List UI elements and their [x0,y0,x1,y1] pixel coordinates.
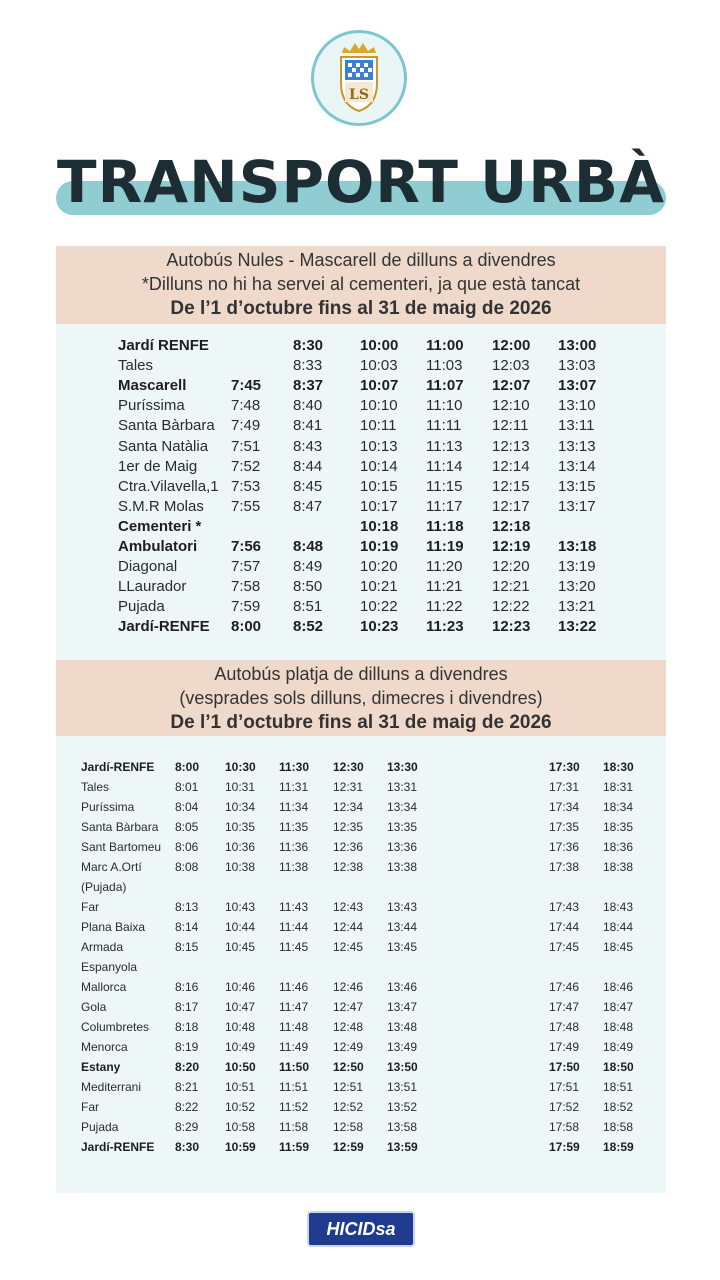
departure-time: 12:48 [333,1020,364,1034]
departure-time: 12:44 [333,920,364,934]
company-logo: HICIDsa [307,1211,415,1247]
stop-name: Diagonal [118,558,178,576]
departure-time: 10:46 [225,980,256,994]
departure-time: 17:43 [549,900,580,914]
departure-time: 11:00 [426,337,464,354]
departure-time: 10:43 [225,900,256,914]
stop-name: Mascarell [118,377,187,395]
departure-time: 8:44 [293,457,323,475]
departure-time: 17:52 [549,1100,580,1114]
departure-time: 10:30 [225,760,256,774]
stop-name: Jardí-RENFE [118,618,210,636]
departure-time: 11:38 [279,860,309,874]
stop-name: Espanyola [81,960,138,974]
stop-name: Ambulatori [118,538,198,555]
departure-time: 11:15 [426,477,463,495]
stop-name: Tales [81,780,110,794]
departure-time: 10:45 [225,940,256,954]
stop-name: 1er de Maig [118,457,198,475]
stop-name: Gola [81,1000,107,1014]
section1-route: Autobús Nules - Mascarell de dilluns a divendres [166,250,556,270]
departure-time: 17:48 [549,1020,580,1034]
departure-time: 7:59 [231,598,261,616]
departure-time: 13:21 [558,598,596,616]
departure-time: 17:51 [549,1080,580,1094]
departure-time: 18:47 [603,1000,634,1014]
departure-time: 12:36 [333,840,364,854]
departure-time: 8:43 [293,437,323,455]
departure-time: 8:04 [175,800,199,814]
departure-time: 18:44 [603,920,634,934]
departure-time: 8:14 [175,920,199,934]
departure-time: 17:47 [549,1000,580,1014]
departure-time: 17:38 [549,860,580,874]
town-crest [311,30,407,126]
departure-time: 12:07 [492,377,531,395]
departure-time: 18:51 [603,1080,634,1094]
departure-time: 12:13 [492,437,530,455]
departure-time: 12:10 [492,397,530,415]
departure-time: 18:30 [603,760,634,774]
departure-time: 12:47 [333,1000,364,1014]
departure-time: 13:15 [558,477,596,495]
departure-time: 12:38 [333,860,364,874]
departure-time: 8:29 [175,1120,199,1134]
departure-time: 8:18 [175,1020,199,1034]
departure-time: 13:59 [387,1140,418,1154]
departure-time: 12:45 [333,940,364,954]
departure-time: 17:50 [549,1060,580,1074]
stop-name: (Pujada) [81,880,127,894]
departure-time: 13:10 [558,397,596,415]
departure-time: 8:40 [293,397,323,415]
departure-time: 12:35 [333,820,364,834]
departure-time: 10:50 [225,1060,256,1074]
departure-time: 13:38 [387,860,418,874]
departure-time: 10:38 [225,860,256,874]
departure-time: 13:50 [387,1060,418,1074]
departure-time: 10:15 [360,477,398,495]
departure-time: 13:00 [558,337,597,354]
stop-name: Sant Bartomeu [81,840,162,854]
departure-time: 10:48 [225,1020,256,1034]
departure-time: 12:17 [492,497,530,515]
departure-time: 11:23 [426,618,464,636]
departure-time: 8:17 [175,1000,199,1014]
departure-time: 8:00 [175,760,200,774]
departure-time: 11:46 [279,980,309,994]
departure-time: 12:19 [492,538,531,555]
departure-time: 10:13 [360,437,398,455]
departure-time: 12:51 [333,1080,364,1094]
stop-name: Pujada [118,598,165,616]
departure-time: 13:45 [387,940,418,954]
stop-name: Tales [118,357,154,375]
departure-time: 13:34 [387,800,418,814]
departure-time: 13:48 [387,1020,418,1034]
departure-time: 12:23 [492,618,531,636]
stop-name: Armada [81,940,124,954]
departure-time: 12:11 [492,417,529,435]
departure-time: 7:48 [231,397,261,415]
departure-time: 11:03 [426,357,463,375]
stop-name: Columbretes [81,1020,150,1034]
departure-time: 7:56 [231,538,262,555]
departure-time: 11:14 [426,457,463,475]
departure-time: 8:47 [293,497,323,515]
departure-time: 17:44 [549,920,580,934]
departure-time: 8:19 [175,1040,199,1054]
departure-time: 11:18 [426,517,464,535]
departure-time: 18:43 [603,900,634,914]
departure-time: 12:52 [333,1100,364,1114]
departure-time: 11:19 [426,538,464,555]
departure-time: 8:33 [293,357,323,375]
stop-name: Ctra.Vilavella,1 [118,477,219,495]
departure-time: 17:49 [549,1040,580,1054]
departure-time: 18:59 [603,1140,634,1154]
departure-time: 13:22 [558,618,597,636]
departure-time: 12:21 [492,578,530,596]
departure-time: 8:52 [293,618,324,636]
stop-name: Plana Baixa [81,920,146,934]
departure-time: 10:59 [225,1140,256,1154]
departure-time: 17:31 [549,780,580,794]
departure-time: 7:51 [231,437,261,455]
departure-time: 10:18 [360,517,399,535]
departure-time: 12:59 [333,1140,364,1154]
departure-time: 12:34 [333,800,364,814]
departure-time: 11:35 [279,820,309,834]
stop-name: Santa Bàrbara [118,417,215,435]
section1-period: De l’1 d’octubre fins al 31 de maig de 2026 [170,298,552,319]
departure-time: 10:49 [225,1040,256,1054]
departure-time: 10:36 [225,840,256,854]
departure-time: 8:00 [231,618,262,636]
page-title: TRANSPORT URBÀ [57,148,665,216]
departure-time: 12:20 [492,558,530,576]
stop-name: Marc A.Ortí [81,860,142,874]
title-banner [56,145,666,225]
departure-time: 13:46 [387,980,418,994]
departure-time: 12:49 [333,1040,364,1054]
departure-time: 13:43 [387,900,418,914]
departure-time: 12:30 [333,760,364,774]
departure-time: 8:45 [293,477,323,495]
section2-route: Autobús platja de dilluns a divendres [214,664,508,684]
departure-time: 13:03 [558,357,596,375]
departure-time: 7:52 [231,457,261,475]
departure-time: 10:19 [360,538,399,555]
departure-time: 8:49 [293,558,323,576]
departure-time: 13:58 [387,1120,418,1134]
departure-time: 13:20 [558,578,596,596]
departure-time: 8:30 [293,337,324,354]
departure-time: 10:58 [225,1120,256,1134]
departure-time: 11:13 [426,437,463,455]
stop-name: Mallorca [81,980,127,994]
departure-time: 8:37 [293,377,324,395]
departure-time: 10:34 [225,800,256,814]
departure-time: 13:30 [387,760,418,774]
departure-time: 8:06 [175,840,199,854]
departure-time: 11:20 [426,558,463,576]
departure-time: 12:15 [492,477,530,495]
departure-time: 8:48 [293,538,324,555]
departure-time: 18:35 [603,820,634,834]
departure-time: 13:47 [387,1000,418,1014]
stop-name: Estany [81,1060,121,1074]
departure-time: 8:41 [293,417,323,435]
stop-name: Pujada [81,1120,119,1134]
departure-time: 12:22 [492,598,530,616]
departure-time: 18:46 [603,980,634,994]
departure-time: 12:50 [333,1060,364,1074]
svg-text:LS: LS [349,87,369,103]
departure-time: 10:07 [360,377,399,395]
section1-header [56,246,666,324]
departure-time: 8:13 [175,900,199,914]
departure-time: 13:36 [387,840,418,854]
departure-time: 10:00 [360,337,399,354]
stop-name: Jardí RENFE [118,337,209,354]
departure-time: 10:21 [360,578,398,596]
departure-time: 10:44 [225,920,256,934]
departure-time: 11:22 [426,598,463,616]
departure-time: 13:17 [558,497,596,515]
departure-time: 11:34 [279,800,309,814]
departure-time: 11:36 [279,840,309,854]
departure-time: 10:52 [225,1100,256,1114]
departure-time: 11:17 [426,497,463,515]
departure-time: 10:14 [360,457,398,475]
departure-time: 11:11 [426,417,462,435]
stop-name: Jardí-RENFE [81,760,155,774]
stop-name: Jardí-RENFE [81,1140,155,1154]
departure-time: 11:47 [279,1000,309,1014]
departure-time: 13:19 [558,558,596,576]
departure-time: 11:58 [279,1120,309,1134]
departure-time: 11:51 [279,1080,309,1094]
departure-time: 8:08 [175,860,199,874]
departure-time: 8:01 [175,780,199,794]
departure-time: 13:35 [387,820,418,834]
departure-time: 11:52 [279,1100,309,1114]
stop-name: S.M.R Molas [118,497,204,515]
departure-time: 18:38 [603,860,634,874]
departure-time: 17:36 [549,840,580,854]
stop-name: Santa Natàlia [118,437,209,455]
section2-note: (vesprades sols dilluns, dimecres i divendres) [179,688,543,708]
departure-time: 11:21 [426,578,463,596]
section1-note: *Dilluns no hi ha servei al cementeri, ja que està tancat [141,274,581,294]
stop-name: Far [81,900,99,914]
departure-time: 13:18 [558,538,597,555]
departure-time: 18:52 [603,1100,634,1114]
departure-time: 8:50 [293,578,323,596]
departure-time: 13:13 [558,437,596,455]
departure-time: 8:15 [175,940,199,954]
departure-time: 13:11 [558,417,595,435]
departure-time: 8:05 [175,820,199,834]
departure-time: 11:45 [279,940,309,954]
departure-time: 7:57 [231,558,261,576]
departure-time: 12:03 [492,357,530,375]
departure-time: 7:53 [231,477,261,495]
departure-time: 8:51 [293,598,323,616]
stop-name: Menorca [81,1040,128,1054]
departure-time: 11:50 [279,1060,310,1074]
section2-header [56,660,666,736]
departure-time: 18:36 [603,840,634,854]
departure-time: 17:34 [549,800,580,814]
stop-name: Puríssima [81,800,135,814]
stop-name: Puríssima [118,397,185,415]
departure-time: 10:03 [360,357,398,375]
departure-time: 11:59 [279,1140,310,1154]
departure-time: 7:49 [231,417,261,435]
departure-time: 10:10 [360,397,398,415]
departure-time: 13:51 [387,1080,418,1094]
departure-time: 12:00 [492,337,531,354]
departure-time: 11:07 [426,377,464,395]
departure-time: 18:48 [603,1020,634,1034]
departure-time: 13:14 [558,457,596,475]
departure-time: 13:07 [558,377,597,395]
stop-name: Santa Bàrbara [81,820,159,834]
departure-time: 11:30 [279,760,310,774]
departure-time: 10:47 [225,1000,256,1014]
departure-time: 18:58 [603,1120,634,1134]
departure-time: 13:44 [387,920,418,934]
departure-time: 11:10 [426,397,463,415]
departure-time: 8:30 [175,1140,200,1154]
stop-name: Cementeri * [118,517,202,535]
coat-of-arms-icon [314,33,404,123]
departure-time: 10:11 [360,417,397,435]
departure-time: 17:58 [549,1120,580,1134]
departure-time: 10:23 [360,618,399,636]
departure-time: 17:35 [549,820,580,834]
departure-time: 13:49 [387,1040,418,1054]
departure-time: 8:20 [175,1060,200,1074]
departure-time: 8:22 [175,1100,199,1114]
departure-time: 12:14 [492,457,530,475]
departure-time: 10:17 [360,497,398,515]
departure-time: 11:48 [279,1020,309,1034]
section2-period: De l’1 d’octubre fins al 31 de maig de 2026 [170,712,552,733]
departure-time: 18:49 [603,1040,634,1054]
departure-time: 13:52 [387,1100,418,1114]
departure-time: 10:31 [225,780,256,794]
departure-time: 13:31 [387,780,418,794]
stop-name: Far [81,1100,99,1114]
departure-time: 18:45 [603,940,634,954]
departure-time: 7:55 [231,497,261,515]
departure-time: 18:31 [603,780,634,794]
departure-time: 10:51 [225,1080,256,1094]
departure-time: 12:18 [492,517,531,535]
departure-time: 11:44 [279,920,309,934]
departure-time: 7:58 [231,578,261,596]
departure-time: 12:31 [333,780,364,794]
departure-time: 17:30 [549,760,580,774]
departure-time: 12:43 [333,900,364,914]
departure-time: 17:46 [549,980,580,994]
departure-time: 18:50 [603,1060,634,1074]
departure-time: 10:22 [360,598,398,616]
departure-time: 11:43 [279,900,309,914]
departure-time: 12:58 [333,1120,364,1134]
stop-name: Mediterrani [81,1080,142,1094]
departure-time: 17:45 [549,940,580,954]
stop-name: LLaurador [118,578,187,596]
departure-time: 10:20 [360,558,398,576]
departure-time: 8:16 [175,980,199,994]
departure-time: 17:59 [549,1140,580,1154]
departure-time: 18:34 [603,800,634,814]
departure-time: 10:35 [225,820,256,834]
departure-time: 8:21 [175,1080,199,1094]
departure-time: 7:45 [231,377,262,395]
departure-time: 11:49 [279,1040,309,1054]
departure-time: 12:46 [333,980,364,994]
departure-time: 11:31 [279,780,309,794]
